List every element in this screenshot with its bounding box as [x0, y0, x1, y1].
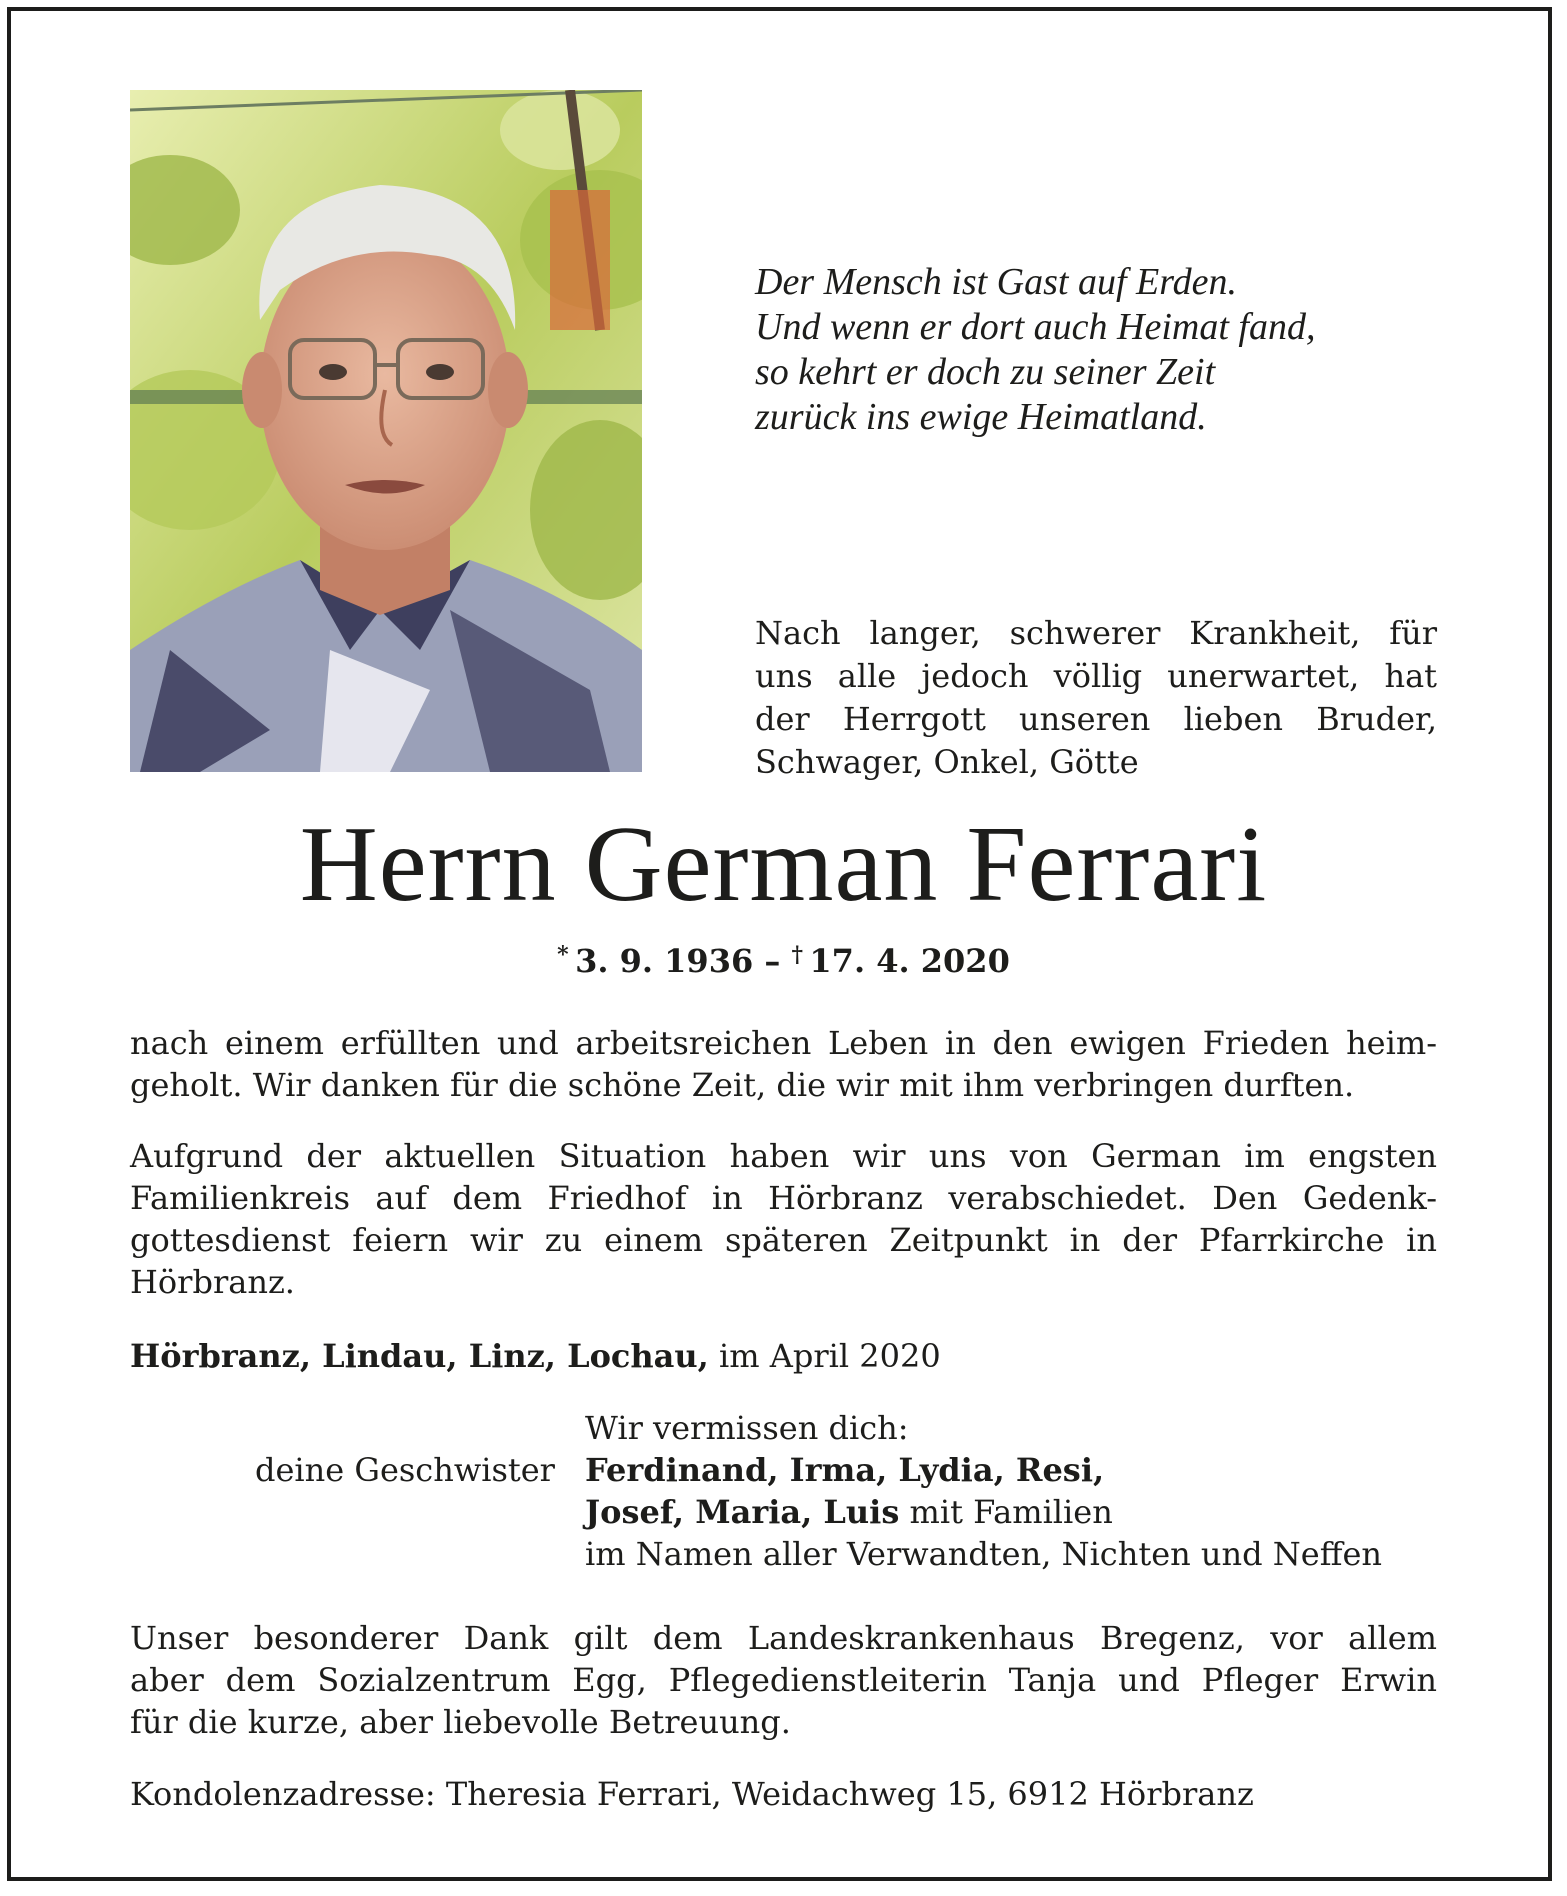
poem-line: Der Mensch ist Gast auf Erden. — [755, 261, 1237, 303]
poem-line: zurück ins ewige Heimatland. — [755, 396, 1207, 438]
paragraph-thanks — [130, 1617, 1437, 1743]
memorial-poem — [755, 260, 1455, 440]
intro-line: Schwager, Onkel, Götte — [755, 743, 1139, 781]
intro-text — [755, 612, 1437, 784]
condolence-line: Kondolenzadresse: Theresia Ferrari, Weidachweg 15, 6912 Hörbranz — [130, 1775, 1254, 1813]
birth-symbol: * — [557, 942, 569, 968]
mourners-names-2: Josef, Maria, Luis — [585, 1493, 900, 1531]
paragraph-line: Hörbranz. — [130, 1263, 295, 1301]
life-dates — [0, 935, 1567, 981]
paragraph-line: Aufgrund der aktuellen Situation haben wir uns von German im engsten — [130, 1137, 1437, 1175]
paragraph-line: nach einem erfüllten und arbeitsreichen Leben in den ewigen Frieden heim- — [130, 1024, 1437, 1062]
paragraph-line: gottesdienst feiern wir zu einem späteren Zeitpunkt in der Pfarrkirche in — [130, 1221, 1437, 1259]
intro-line: uns alle jedoch völlig unerwartet, hat — [755, 657, 1437, 695]
paragraph-line: für die kurze, aber liebevolle Betreuung. — [130, 1703, 791, 1741]
paragraph-passing — [130, 1022, 1437, 1106]
place-date-line — [130, 1335, 1437, 1377]
places: Hörbranz, Lindau, Linz, Lochau, — [130, 1337, 709, 1375]
notice-date: im April 2020 — [708, 1337, 941, 1375]
death-date: 17. 4. 2020 — [809, 942, 1010, 980]
portrait-illustration — [130, 90, 642, 772]
mourners-label: deine Geschwister — [255, 1451, 555, 1489]
mourners-block — [585, 1407, 1382, 1575]
mourners-relatives: im Namen aller Verwandten, Nichten und Neffen — [585, 1535, 1382, 1573]
mourners-names-1: Ferdinand, Irma, Lydia, Resi, — [585, 1451, 1105, 1489]
paragraph-line: Unser besonderer Dank gilt dem Landeskrankenhaus Bregenz, vor allem — [130, 1619, 1437, 1657]
mourners-intro: Wir vermissen dich: — [585, 1409, 909, 1447]
poem-line: Und wenn er dort auch Heimat fand, — [755, 306, 1316, 348]
paragraph-line: Familienkreis auf dem Friedhof in Hörbranz verabschiedet. Den Gedenk- — [130, 1179, 1437, 1217]
mourners-families: mit Familien — [899, 1493, 1113, 1531]
birth-date: 3. 9. 1936 — [575, 942, 754, 980]
paragraph-line: geholt. Wir danken für die schöne Zeit, die wir mit ihm verbringen durften. — [130, 1066, 1355, 1104]
paragraph-line: aber dem Sozialzentrum Egg, Pflegedienstleiterin Tanja und Pfleger Erwin — [130, 1661, 1437, 1699]
paragraph-funeral — [130, 1135, 1437, 1303]
condolence-address — [130, 1773, 1437, 1815]
poem-line: so kehrt er doch zu seiner Zeit — [755, 351, 1216, 393]
intro-line: der Herrgott unseren lieben Bruder, — [755, 700, 1437, 738]
portrait-photo — [130, 90, 642, 772]
deceased-name: Herrn German Ferrari — [299, 805, 1268, 924]
date-dash: – — [753, 942, 792, 980]
intro-line: Nach langer, schwerer Krankheit, für — [755, 614, 1437, 652]
death-symbol: † — [791, 942, 804, 968]
